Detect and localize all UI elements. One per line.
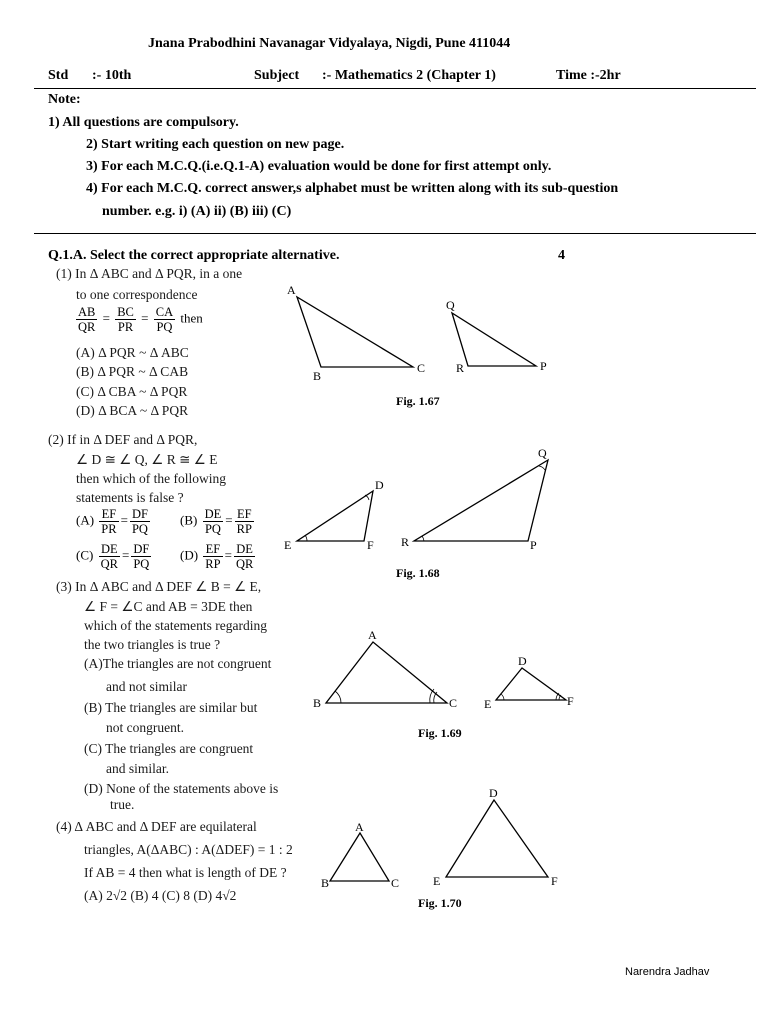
school-title: Jnana Prabodhini Navanagar Vidyalaya, Nigdi, Pune 411044 [148,36,511,51]
q3-line: which of the statements regarding [84,618,267,633]
q2-line: statements is false ? [76,490,184,505]
section-marks: 4 [558,248,565,263]
fig-caption: Fig. 1.70 [418,896,462,910]
vertex-label: C [449,696,458,710]
q1-option-b: (B) Δ PQR ~ Δ CAB [76,364,189,379]
vertex-label: E [484,697,492,711]
q3-line: and not similar [106,679,187,694]
q2-line: (2) If in Δ DEF and Δ PQR, [48,432,198,447]
q1-line: to one correspondence [76,287,198,302]
q3-option-c: (C) The triangles are congruent [84,741,254,756]
vertex-label: E [433,874,441,888]
q3-line: true. [110,797,135,812]
frac-num: EF [235,507,254,522]
option-letter: (B) [180,512,198,528]
vertex-label: C [391,876,400,890]
then-word: then [180,310,203,326]
q1-line: (1) In Δ ABC and Δ PQR, in a one [56,266,243,281]
equals: = [224,547,232,563]
std-label: Std [48,68,69,83]
q2-line: ∠ D ≅ ∠ Q, ∠ R ≅ ∠ E [76,452,218,467]
vertex-label: B [313,369,322,383]
frac-den: PR [117,320,134,334]
frac-den: QR [78,320,96,334]
q1-option-c: (C) Δ CBA ~ Δ PQR [76,384,188,399]
equals: = [121,547,130,563]
frac-num: DE [99,542,120,557]
q3-line: not congruent. [106,720,184,735]
q4-line: (4) Δ ABC and Δ DEF are equilateral [56,819,257,834]
q3-line: ∠ F = ∠C and AB = 3DE then [84,599,253,614]
option-letter: (C) [76,547,94,563]
frac-den: PQ [133,557,150,571]
vertex-label: C [417,361,426,375]
frac-num: AB [78,305,96,319]
std-value: :- 10th [92,68,132,83]
subject-label: Subject [254,68,300,83]
q4-line: triangles, A(ΔABC) : A(ΔDEF) = 1 : 2 [84,842,293,857]
vertex-label: F [551,874,558,888]
q3-option-d: (D) None of the statements above is [84,781,279,796]
triangle-abc [330,833,389,881]
vertex-label: B [321,876,330,890]
vertex-label: P [540,359,547,373]
frac-den: QR [235,557,254,571]
equals: = [225,512,233,528]
frac-den: PR [101,522,117,536]
option-letter: (A) [76,512,95,528]
q4-line: If AB = 4 then what is length of DE ? [84,865,287,880]
note-item: 1) All questions are compulsory. [48,115,239,130]
vertex-label: F [567,694,574,708]
option-letter: (D) [180,547,199,563]
fig-caption: Fig. 1.69 [418,726,462,740]
frac-num: BC [117,305,134,319]
q3-line: the two triangles is true ? [84,637,221,652]
note-item: 2) Start writing each question on new page. [86,137,345,152]
vertex-label: Q [446,298,455,312]
section-title: Q.1.A. Select the correct appropriate alternative. [48,248,340,263]
vertex-label: A [368,628,377,642]
frac-den: PQ [131,522,148,536]
equals: = [102,310,110,326]
vertex-label: A [355,820,364,834]
q1-option-a: (A) Δ PQR ~ Δ ABC [76,345,189,360]
note-item: 3) For each M.C.Q.(i.e.Q.1-A) evaluation would be done for first attempt only. [86,159,552,174]
q3-option-b: (B) The triangles are similar but [84,700,258,715]
vertex-label: E [284,538,292,552]
vertex-label: D [375,478,384,492]
vertex-label: F [367,538,374,552]
vertex-label: A [287,283,296,297]
equals: = [141,310,149,326]
fig-caption: Fig. 1.67 [396,394,440,408]
frac-den: PQ [156,320,173,334]
q3-line: and similar. [106,761,169,776]
vertex-label: Q [538,446,547,460]
footer-author: Narendra Jadhav [625,966,710,978]
frac-den: RP [236,522,252,536]
frac-num: DE [204,507,222,521]
frac-den: RP [205,557,221,571]
vertex-label: R [401,535,410,549]
subject-value: :- Mathematics 2 (Chapter 1) [322,68,496,83]
note-title: Note: [48,92,81,107]
note-item: 4) For each M.C.Q. correct answer,s alphabet must be written along with its sub-question [86,181,619,196]
frac-num: EF [99,507,118,522]
equals: = [120,512,128,528]
q3-option-a: (A)The triangles are not congruent [84,656,272,671]
frac-num: DF [133,542,150,556]
frac-den: QR [100,557,118,571]
triangle-def [446,800,548,877]
vertex-label: D [489,786,498,800]
frac-num: DE [234,542,255,557]
frac-num: DF [131,507,148,521]
q4-options: (A) 2√2 (B) 4 (C) 8 (D) 4√2 [84,888,237,903]
q3-line: (3) In Δ ABC and Δ DEF ∠ B = ∠ E, [56,579,262,594]
q1-option-d: (D) Δ BCA ~ Δ PQR [76,403,189,418]
vertex-label: P [530,538,537,552]
fig-caption: Fig. 1.68 [396,566,440,580]
q2-line: then which of the following [76,471,226,486]
vertex-label: R [456,361,465,375]
frac-den: PQ [204,522,221,536]
time-value: Time :-2hr [556,68,621,83]
frac-num: CA [155,305,174,319]
note-item: number. e.g. i) (A) ii) (B) iii) (C) [102,204,292,219]
vertex-label: B [313,696,322,710]
vertex-label: D [518,654,527,668]
frac-num: EF [203,542,222,557]
